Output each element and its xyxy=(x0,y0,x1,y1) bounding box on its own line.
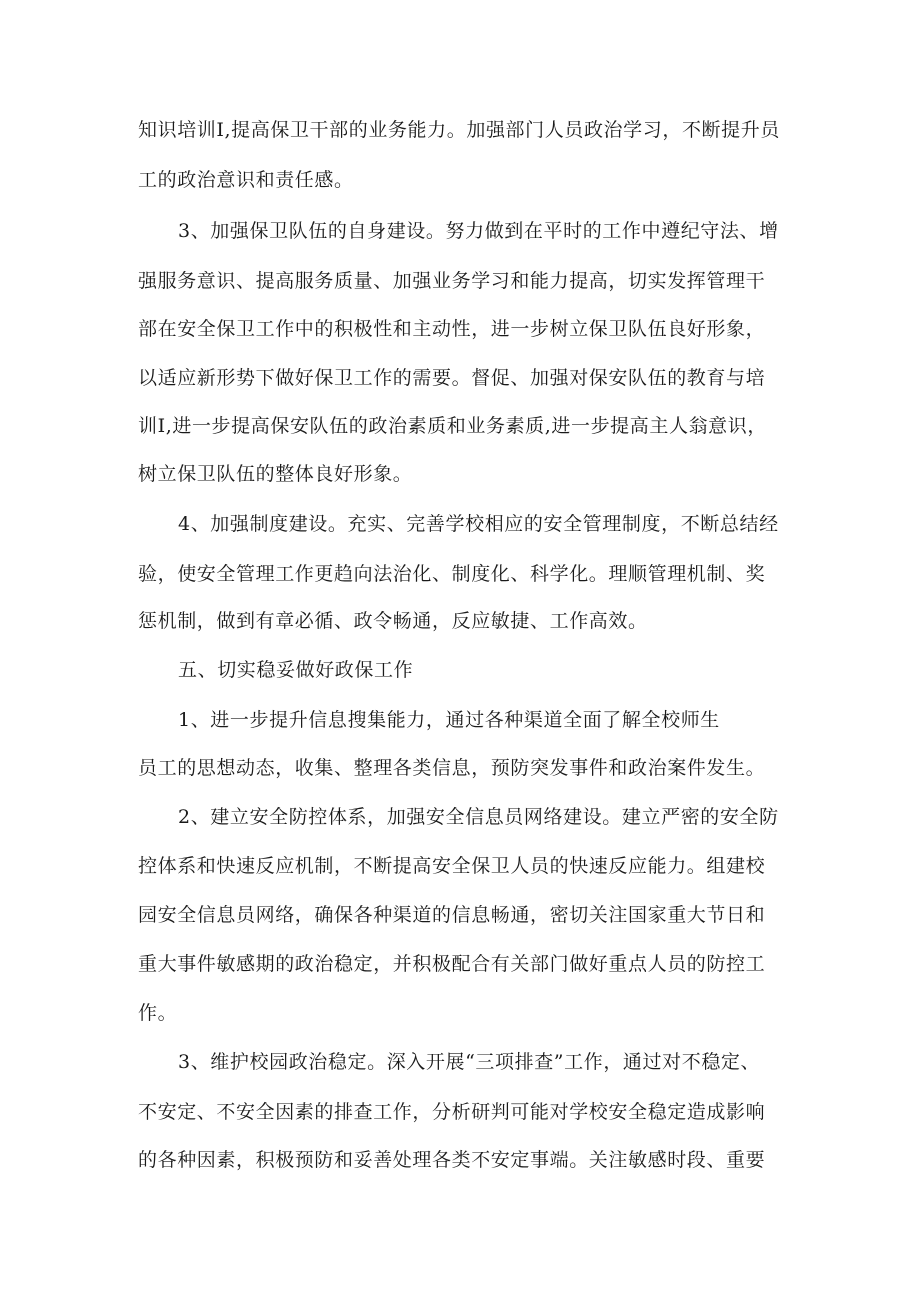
text-line: 不安定、不安全因素的排查工作，分析研判可能对学校安全稳定造成影响 xyxy=(138,1101,766,1123)
text-line: 部在安全保卫工作中的积极性和主动性，进一步树立保卫队伍良好形象， xyxy=(138,318,766,340)
text-line: 训I,进一步提高保安队伍的政治素质和业务素质,进一步提高主人翁意识， xyxy=(138,415,767,437)
text-line: 工的政治意识和责任感。 xyxy=(138,169,354,191)
text-line: 树立保卫队伍的整体良好形象。 xyxy=(138,463,413,485)
paragraph-3b-start: 3、维护校园政治稳定。深入开展“三项排查”工作，通过对不稳定、 xyxy=(178,1051,761,1073)
paragraph-2-start: 2、建立安全防控体系，加强安全信息员网络建设。建立严密的安全防 xyxy=(178,806,779,828)
text-line: 验，使安全管理工作更趋向法治化、制度化、科学化。理顺管理机制、奖 xyxy=(138,563,766,585)
text-line: 惩机制，做到有章必循、政令畅通，反应敏捷、工作高效。 xyxy=(138,610,648,632)
text-line: 知识培训I,提高保卫干部的业务能力。加强部门人员政治学习，不断提升员 xyxy=(138,119,780,141)
text-line: 作。 xyxy=(138,1002,178,1024)
text-line: 员工的思想动态，收集、整理各类信息，预防突发事件和政治案件发生。 xyxy=(138,757,766,779)
text-line: 控体系和快速反应机制，不断提高安全保卫人员的快速反应能力。组建校 xyxy=(138,855,766,877)
section-heading: 五、切实稳妥做好政保工作 xyxy=(178,659,414,681)
text-line: 的各种因素，积极预防和妥善处理各类不安定事端。关注敏感时段、重要 xyxy=(138,1149,766,1171)
paragraph-1-start: 1、进一步提升信息搜集能力，通过各种渠道全面了解全校师生 xyxy=(178,709,720,731)
text-line: 以适应新形势下做好保卫工作的需要。督促、加强对保安队伍的教育与培 xyxy=(138,367,766,389)
text-line: 强服务意识、提高服务质量、加强业务学习和能力提高，切实发挥管理干 xyxy=(138,270,766,292)
paragraph-3-start: 3、加强保卫队伍的自身建设。努力做到在平时的工作中遵纪守法、增 xyxy=(178,220,779,242)
text-line: 重大事件敏感期的政治稳定，并积极配合有关部门做好重点人员的防控工 xyxy=(138,953,766,975)
text-line: 园安全信息员网络，确保各种渠道的信息畅通，密切关注国家重大节日和 xyxy=(138,904,766,926)
paragraph-4-start: 4、加强制度建设。充实、完善学校相应的安全管理制度，不断总结经 xyxy=(178,513,779,535)
